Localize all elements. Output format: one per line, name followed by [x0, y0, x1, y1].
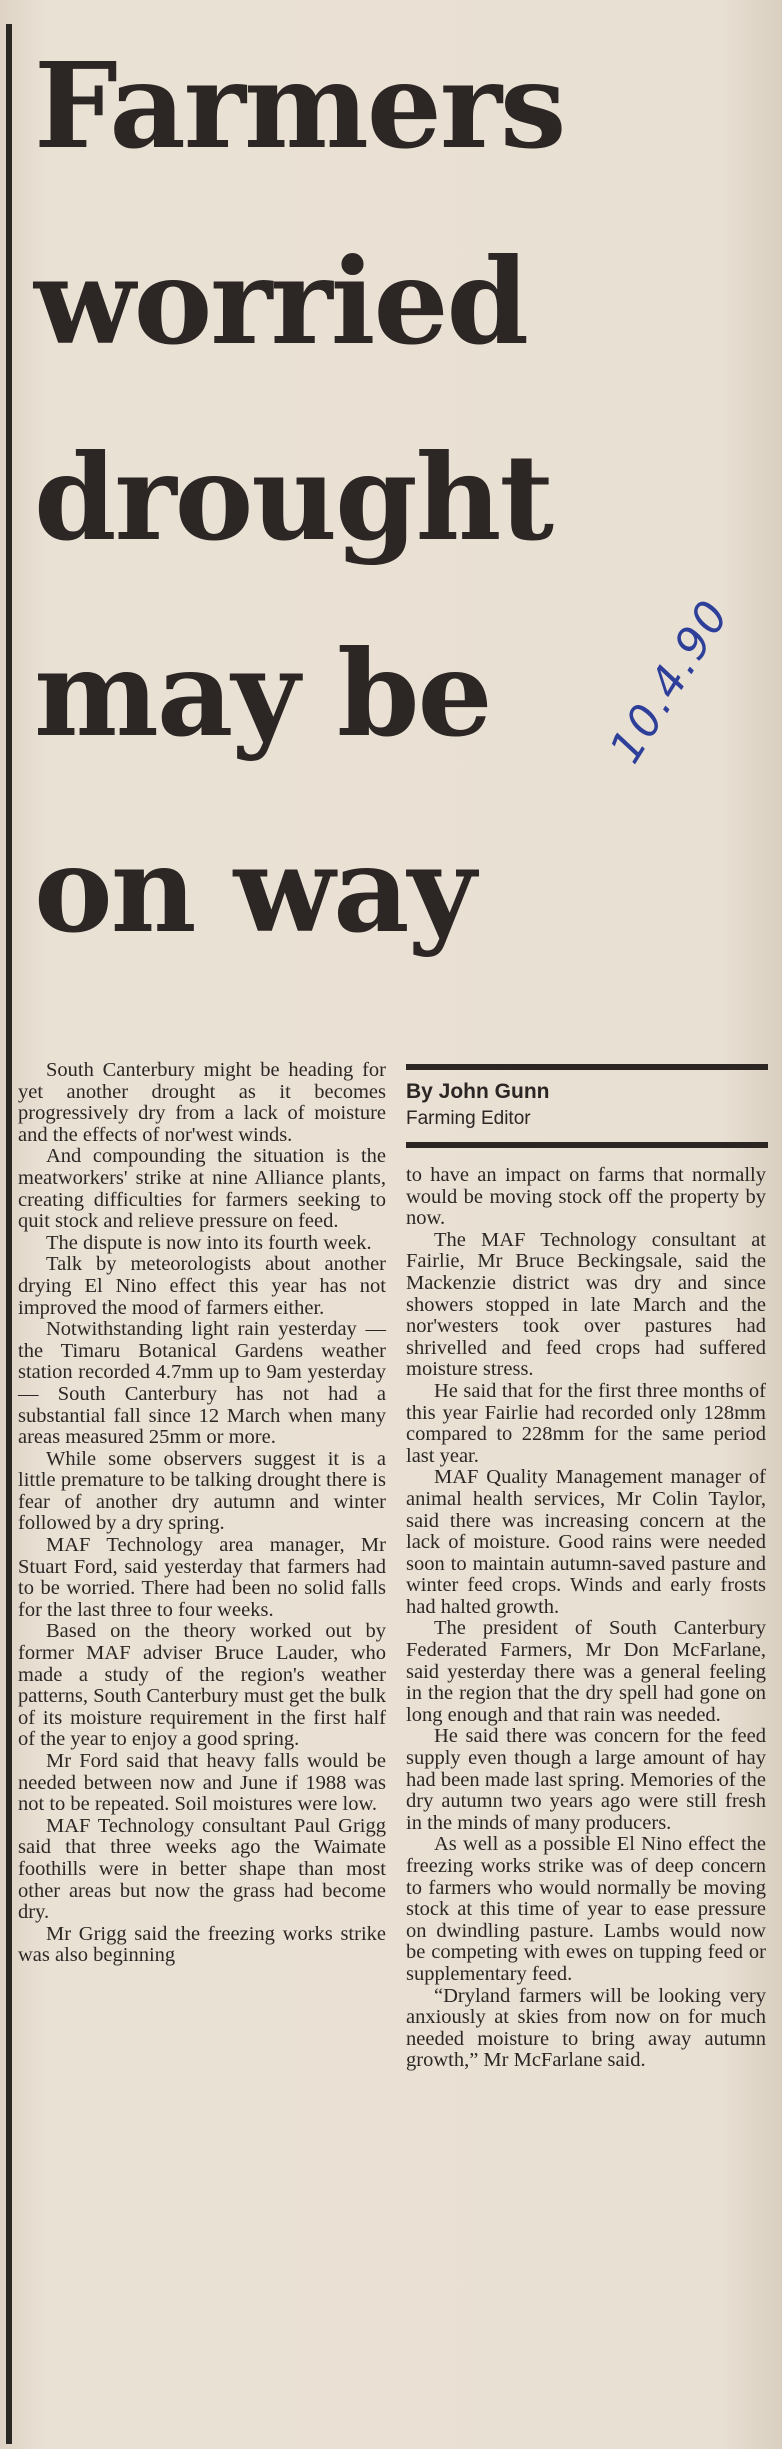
- headline-line: Farmers: [34, 36, 565, 175]
- clipping-edge: [6, 24, 12, 2444]
- paragraph: MAF Technology area manager, Mr Stuart Ford, said yesterday that farmers had to be worried. There had been no solid falls for the last three to four weeks.: [18, 1534, 386, 1621]
- byline: [406, 1064, 768, 1148]
- paragraph: And compounding the situation is the meatworkers' strike at nine Alliance plants, creating difficulties for farmers seeking to quit stock and relieve pressure on feed.: [18, 1145, 386, 1233]
- paragraph: He said that for the first three months of this year Fairlie had recorded only 128mm compared to 228mm for the same period last year.: [406, 1379, 766, 1467]
- paragraph: MAF Quality Management manager of animal health services, Mr Colin Taylor, said there was increasing concern at the lack of moisture. Good rains were needed soon to maintain autumn-saved pasture and winter feed crops. Winds and early frosts had halted growth.: [406, 1466, 766, 1618]
- paragraph: The MAF Technology consultant at Fairlie, Mr Bruce Beckingsale, said the Mackenzie district was dry and since showers stopped in late March and the nor'westers took over pastures had shrivelled and feed crops had suffered moisture stress.: [406, 1228, 766, 1381]
- paragraph: Mr Grigg said the freezing works strike was also beginning: [18, 1922, 386, 1967]
- byline-role: Farming Editor: [406, 1108, 531, 1129]
- article-column-right: [406, 1165, 766, 2072]
- headline-line: may be: [34, 624, 491, 763]
- byline-top-rule: [406, 1064, 768, 1070]
- paragraph: to have an impact on farms that normally would be moving stock off the property by now.: [406, 1164, 766, 1230]
- paragraph: The dispute is now into its fourth week.: [46, 1231, 372, 1254]
- paragraph: The president of South Canterbury Federated Farmers, Mr Don McFarlane, said yesterday there was a general feeling in the region that the dry spell had gone on long enough and that rain was needed.: [406, 1617, 766, 1726]
- headline-line: on way: [34, 820, 475, 959]
- headline-line: drought: [34, 428, 552, 567]
- headline-line: worried: [34, 232, 528, 371]
- paragraph: “Dryland farmers will be looking very anxiously at skies from now on for much needed moisture to bring away autumn growth,” Mr McFarlane said.: [406, 1984, 766, 2072]
- paragraph: MAF Technology consultant Paul Grigg said that three weeks ago the Waimate foothills were in better shape than most other areas but now the grass had become dry.: [18, 1814, 386, 1924]
- paragraph: Talk by meteorologists about another drying El Nino effect this year has not improved the mood of farmers either.: [18, 1253, 386, 1319]
- handwritten-date: 10.4.90: [600, 590, 740, 773]
- byline-bottom-rule: [406, 1142, 768, 1148]
- paragraph: While some observers suggest it is a little premature to be talking drought there is fear of another dry autumn and winter followed by a dry spring.: [18, 1447, 386, 1535]
- article-column-left: [18, 1060, 386, 1967]
- paragraph: Based on the theory worked out by former MAF adviser Bruce Lauder, who made a study of the region's weather patterns, South Canterbury must get the bulk of its moisture requirement in the first half of the year to enjoy a good spring.: [18, 1620, 386, 1751]
- paragraph: South Canterbury might be heading for yet another drought as it becomes progressively dry from a lack of moisture and the effects of nor'west winds.: [18, 1059, 386, 1146]
- paragraph: He said there was concern for the feed supply even though a large amount of hay had been made last spring. Memories of the dry autumn two years ago were still fresh in the minds of many producers.: [406, 1725, 766, 1834]
- paragraph: Mr Ford said that heavy falls would be needed between now and June if 1988 was not to be repeated. Soil moistures were low.: [18, 1750, 386, 1816]
- headline: [34, 8, 654, 988]
- byline-author: By John Gunn: [406, 1080, 550, 1103]
- paragraph: Notwithstanding light rain yesterday — the Timaru Botanical Gardens weather station recorded 4.7mm up to 9am yesterday — South Canterbury has not had a substantial fall since 12 March when many areas measured 25mm or more.: [18, 1318, 386, 1449]
- paragraph: As well as a possible El Nino effect the freezing works strike was of deep concern to farmers who would normally be moving stock at this time of year to ease pressure on dwindling pasture. Lambs would now be competing with ewes on tupping feed or supplementary feed.: [406, 1833, 766, 1985]
